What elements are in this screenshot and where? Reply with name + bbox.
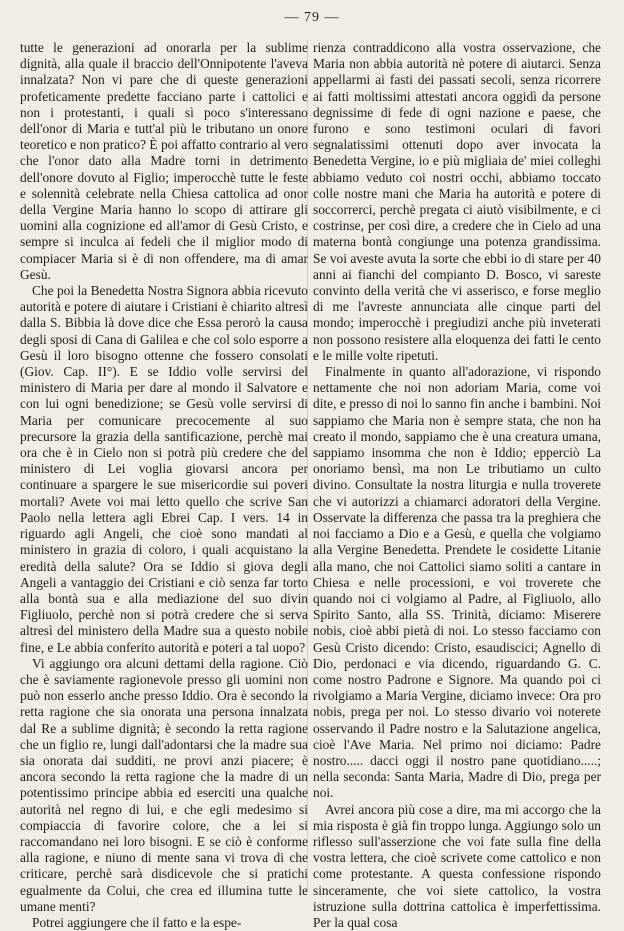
right-column	[313, 40, 601, 931]
paragraph: Finalmente in quanto all'adorazione, vi rispondo nettamente che noi non adoriam Maria, come voi dite, e presso di noi lo sanno fin anche i bambini. Noi sappiamo che Maria non è sempre stata, che non ha creato il mondo, sappiamo che è una creatura umana, sappiamo insomma che non è Iddio; epperciò La onoriamo bensì, ma non Le tributiamo un culto divino. Consultate la nostra liturgia e nulla troverete che vi autorizzi a chiamarci adoratori della Vergine. Osservate la differenza che passa tra la preghiera che noi facciamo a Dio e a Gesù, e quella che volgiamo alla Vergine Benedetta. Prendete le cosidette Litanie alla mano, che noi Cattolici siamo soliti a cantare in Chiesa e nelle processioni, e voi troverete che quando noi ci volgiamo al Padre, al Figliuolo, allo Spirito Santo, alla SS. Trinità, diciamo: Miserere nobis, cioè abbi pietà di noi. Lo stesso facciamo con Gesù Cristo dicendo: Cristo, esaudiscici; Agnello di Dio, perdonaci e via dicendo, riguardando G. C. come nostro Padrone e Signore. Ma quando poi ci rivolgiamo a Maria Vergine, diciamo invece: Ora pro nobis, prega per noi. Lo stesso divario voi noterete osservando il Padre nostro e la Salutazione angelica, cioè l'Ave Maria. Nel primo noi diciamo: Padre nostro..... dacci oggi il nostro pane quotidiano.....; nella seconda: Santa Maria, Madre di Dio, prega per noi.	[313, 364, 601, 801]
paragraph: Potrei aggiungere che il fatto e la espe-	[32, 914, 242, 930]
paragraph: Vi aggiungo ora alcuni dettami della ragione. Ciò che è saviamente ragionevole presso gli uomini non può non esserlo anche presso Iddio. Ora è secondo la retta ragione che sia onorata una persona innalzata dal Re a sublime dignità; è secondo la retta ragione che un figlio re, lungi dall'adontarsi che la madre sua sia onorata dai sudditi, ne provi anzi piacere; è ancora secondo la retta ragione che la madre di un potentissimo principe abbia ed eserciti una qualche autorità nel regno di lui, e che egli medesimo si compiaccia di favorire colore, che a lei si raccomandano nei loro bisogni. E se ciò è conforme alla ragione, e niuno di mente sana vi trova di che criticare, perchè sarà disdicevole che si pratichi egualmente da Colui, che crea ed illumina tutte le umane menti?	[20, 655, 308, 914]
left-column	[20, 40, 308, 931]
page-number: — 79 —	[284, 10, 340, 25]
paragraph: tutte le generazioni ad onorarla per la sublime dignità, alla quale il braccio dell'Onnipotente l'aveva innalzata? Non vi pare che di queste generazioni profeticamente predette facciano parte i cattolici e non i protestanti, i quali sì poco s'interessano dell'onor di Maria e tutt'al più le tributano un onore teoretico e non pratico? È poi affatto contrario al vero che l'onor dato alla Madre torni in detrimento dell'onore dovuto al Figlio; imperocchè tutte le feste e solennità celebrate nella Chiesa cattolica ad onor della Vergine Maria hanno lo scopo di attirare gli uomini alla cognizione ed all'amor di Gesù Cristo, e sempre si inculca ai fedeli che il miglior modo di compiacer Maria si è di non offendere, ma di amar Gesù.	[20, 40, 308, 282]
paragraph: Avrei ancora più cose a dire, ma mi accorgo che la mia risposta è già fin troppo lunga. Aggiungo solo un riflesso sull'asserzione che voi fate sulla fine della vostra lettera, che cioè scrivete come cattolico e non come protestante. A questa confessione rispondo sinceramente, che voi siete cattolico, la vostra istruzione sulla dottrina cattolica è imperfettissima. Per la qual cosa	[313, 801, 601, 930]
paragraph: rienza contraddicono alla vostra osservazione, che Maria non abbia autorità nè potere di aiutarci. Senza appellarmi ai fasti dei passati secoli, senza ricorrere ai fatti moltissimi attestati ancora oggidì da persone degnissime di fede di ogni nazione e paese, che furono e sono testimoni oculari di favori segnalatissimi ottenuti dopo aver invocata la Benedetta Vergine, io e più migliaia de' miei colleghi abbiamo veduto coi nostri occhi, abbiamo toccato colle nostre mani che Maria ha autorità e potere di soccorrerci, perchè pregata ci aiutò visibilmente, e ci costrinse, per così dire, a credere che in Cielo ad una materna bontà congiunge una potenza grandissima. Se voi aveste avuta la sorte che ebbi io di stare per 40 anni ai fianchi del compianto D. Bosco, vi sareste convinto della verità che vi asserisco, e forse meglio di me l'avreste annunciata alle cinque parti del mondo; imperocchè i pregiudizi anche più inveterati non possono resistere alla eloquenza dei fatti le cento e le mille volte ripetuti.	[313, 40, 601, 363]
column-divider	[307, 40, 308, 890]
paragraph: Che poi la Benedetta Nostra Signora abbia ricevuto autorità e potere di aiutare i Cristiani è chiarito altresì dalla S. Bibbia là dove dice che Essa perorò la causa degli sposi di Cana di Galilea e che col solo esporre a Gesù il loro bisogno ottenne che fossero consolati (Giov. Cap. II°). E se Iddio volle servirsi del ministero di Maria per dare al mondo il Salvatore e con lui ogni benedizione; se Gesù volle servirsi di Maria per comunicare precocemente al suo precursore la grazia della santificazione, perchè mai ora che è in Cielo non si potrà più credere che del ministero di Lei voglia giovarsi ancora per continuare a spargere le sue misericordie sui poveri mortali? Avete voi mai letto quello che scrive San Paolo nella lettera agli Ebrei Cap. I vers. 14 in riguardo agli Angeli, che cioè sono mandati al ministero in grazia di coloro, i quali acquistano la eredità della salute? Ora se Iddio si giova degli Angeli a vantaggio dei Cristiani e ciò senza far torto alla bontà sua e alla mediazione del suo divin Figliuolo, perchè non si potrà credere che si serva altresì del ministero della Madre sua a questo nobile fine, e Le abbia conferito autorità e poteri a tal uopo?	[20, 283, 308, 655]
